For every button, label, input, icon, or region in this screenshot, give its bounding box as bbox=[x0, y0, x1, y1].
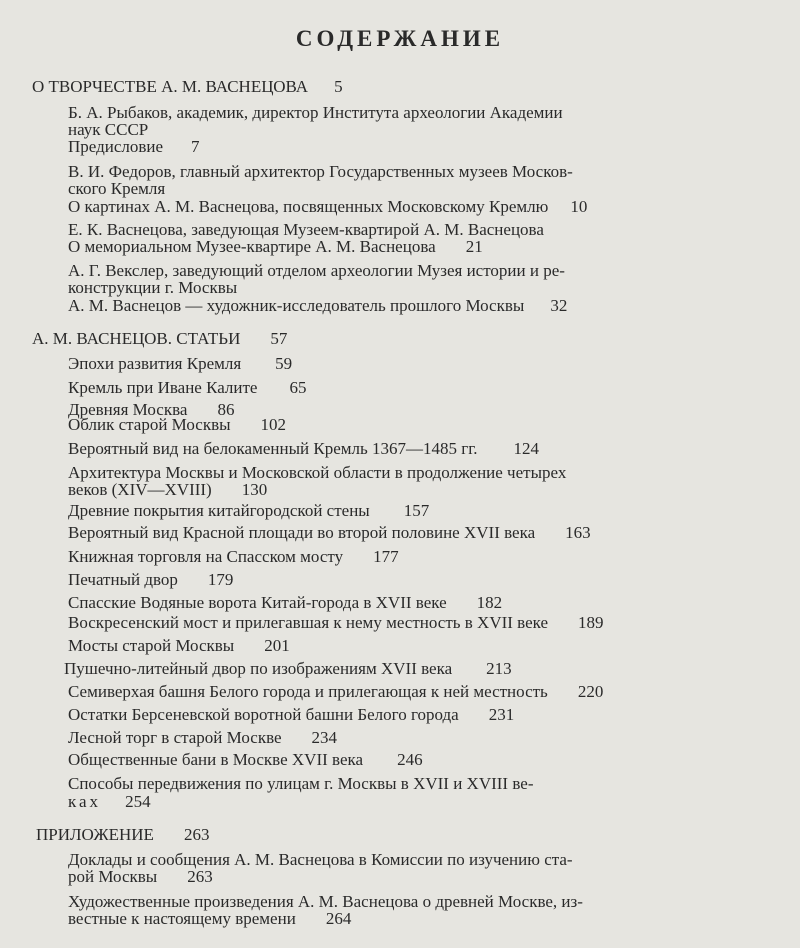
page-number: 21 bbox=[465, 237, 483, 256]
toc-entry bbox=[68, 614, 604, 632]
page-number: 130 bbox=[241, 480, 268, 499]
toc-entry bbox=[68, 524, 591, 542]
toc-entry bbox=[64, 660, 512, 678]
toc-entry bbox=[68, 238, 483, 256]
entry-title: Предисловие bbox=[68, 137, 164, 156]
page-number: 189 bbox=[578, 613, 604, 632]
toc-entry bbox=[68, 138, 200, 156]
page-number: 32 bbox=[550, 296, 568, 315]
toc-entry bbox=[68, 637, 290, 655]
entry-title: Воскресенский мост и прилегавшая к нему местность в XVII веке bbox=[68, 613, 549, 632]
entry-title: Кремль при Иване Калите bbox=[68, 378, 258, 397]
page-number: 163 bbox=[565, 523, 591, 542]
entry-title: Вероятный вид Красной площади во второй половине XVII века bbox=[68, 523, 536, 542]
page-number: 7 bbox=[191, 137, 200, 156]
toc-entry bbox=[68, 793, 151, 811]
entry-title: Эпохи развития Кремля bbox=[68, 354, 242, 373]
entry-title: Спасские Водяные ворота Китай-города в XVII веке bbox=[68, 593, 447, 612]
page-number: 234 bbox=[311, 728, 338, 747]
entry-title: веков (XIV—XVIII) bbox=[68, 480, 212, 499]
page-number: 157 bbox=[403, 501, 430, 520]
page-number: 179 bbox=[207, 570, 234, 589]
page-number: 254 bbox=[125, 792, 151, 811]
section-title: А. М. ВАСНЕЦОВ. СТАТЬИ bbox=[32, 329, 241, 348]
toc-entry bbox=[68, 379, 306, 397]
entry-title: Общественные бани в Москве XVII века bbox=[68, 750, 364, 769]
page-number: 102 bbox=[260, 415, 287, 434]
author-line: наук СССР bbox=[68, 120, 149, 139]
toc-entry: Архитектура Москвы и Московской области в продолжение четырех bbox=[68, 463, 567, 482]
author-line: конструкции г. Москвы bbox=[68, 278, 238, 297]
entry-title: Пушечно-литейный двор по изображениям XVII века bbox=[64, 659, 453, 678]
toc-entry bbox=[68, 548, 399, 566]
page-number: 182 bbox=[476, 593, 503, 612]
page-number: 263 bbox=[183, 825, 210, 844]
toc-entry bbox=[68, 910, 351, 928]
toc-entry bbox=[68, 355, 292, 373]
page-number: 5 bbox=[334, 77, 343, 96]
section-heading bbox=[32, 330, 287, 348]
page-number: 201 bbox=[264, 636, 290, 655]
toc-entry bbox=[68, 416, 286, 434]
toc-entry bbox=[68, 481, 267, 499]
page-number: 10 bbox=[570, 197, 588, 216]
page-title: СОДЕРЖАНИЕ bbox=[295, 26, 505, 51]
toc-entry bbox=[68, 198, 587, 216]
section-title: О ТВОРЧЕСТВЕ А. М. ВАСНЕЦОВА bbox=[32, 77, 309, 96]
entry-title: О мемориальном Музее-квартире А. М. Васнецова bbox=[68, 237, 436, 256]
entry-title: Печатный двор bbox=[68, 570, 178, 589]
author-line: Е. К. Васнецова, заведующая Музеем-квартирой А. М. Васнецова bbox=[68, 220, 544, 239]
toc-entry bbox=[68, 571, 233, 589]
toc-entry bbox=[68, 502, 429, 520]
toc-entry: Художественные произведения А. М. Васнецова о древней Москве, из- bbox=[68, 892, 583, 911]
toc-entry bbox=[68, 751, 423, 769]
entry-title: Остатки Берсеневской воротной башни Белого города bbox=[68, 705, 459, 724]
entry-title: ках bbox=[68, 792, 102, 811]
toc-entry: Способы передвижения по улицам г. Москвы в XVII и XVIII ве- bbox=[68, 774, 534, 793]
page-number: 231 bbox=[488, 705, 515, 724]
toc-entry bbox=[68, 706, 514, 724]
page-number: 59 bbox=[275, 354, 293, 373]
entry-title: Вероятный вид на белокаменный Кремль 1367—1485 гг. bbox=[68, 439, 478, 458]
page-number: 57 bbox=[270, 329, 288, 348]
entry-title: Древняя Москва bbox=[68, 400, 188, 419]
page-number: 246 bbox=[397, 750, 423, 769]
page-number: 124 bbox=[513, 439, 540, 458]
entry-title: рой Москвы bbox=[68, 867, 158, 886]
page-number: 220 bbox=[577, 682, 604, 701]
author-line: Б. А. Рыбаков, академик, директор Института археологии Академии bbox=[68, 103, 563, 122]
toc-entry bbox=[68, 729, 337, 747]
page-number: 264 bbox=[325, 909, 352, 928]
toc-entry bbox=[68, 594, 502, 612]
entry-title: Книжная торговля на Спасском мосту bbox=[68, 547, 344, 566]
entry-title: О картинах А. М. Васнецова, посвященных Московскому Кремлю bbox=[68, 197, 549, 216]
section-title: ПРИЛОЖЕНИЕ bbox=[36, 825, 154, 844]
entry-title: Мосты старой Москвы bbox=[68, 636, 235, 655]
entry-title: А. М. Васнецов — художник-исследователь прошлого Москвы bbox=[68, 296, 525, 315]
section-heading bbox=[32, 78, 343, 96]
toc-entry bbox=[68, 868, 213, 886]
author-line: В. И. Федоров, главный архитектор Государственных музеев Москов- bbox=[68, 162, 573, 181]
entry-title: вестные к настоящему времени bbox=[68, 909, 296, 928]
page-number: 65 bbox=[289, 378, 307, 397]
page-number: 213 bbox=[486, 659, 512, 678]
author-line: А. Г. Векслер, заведующий отделом археологии Музея истории и ре- bbox=[68, 261, 565, 280]
entry-title: Лесной торг в старой Москве bbox=[68, 728, 282, 747]
entry-title: Облик старой Москвы bbox=[68, 415, 231, 434]
toc-entry bbox=[68, 440, 539, 458]
entry-title: Семиверхая башня Белого города и прилегающая к ней местность bbox=[68, 682, 548, 701]
toc-entry bbox=[68, 683, 603, 701]
page-number: 263 bbox=[187, 867, 213, 886]
page-number: 86 bbox=[217, 400, 235, 419]
entry-title: Древние покрытия китайгородской стены bbox=[68, 501, 370, 520]
toc-entry bbox=[68, 297, 567, 315]
toc-entry: Доклады и сообщения А. М. Васнецова в Комиссии по изучению ста- bbox=[68, 850, 573, 869]
page-number: 177 bbox=[373, 547, 399, 566]
author-line: ского Кремля bbox=[68, 179, 166, 198]
section-heading bbox=[36, 826, 209, 844]
